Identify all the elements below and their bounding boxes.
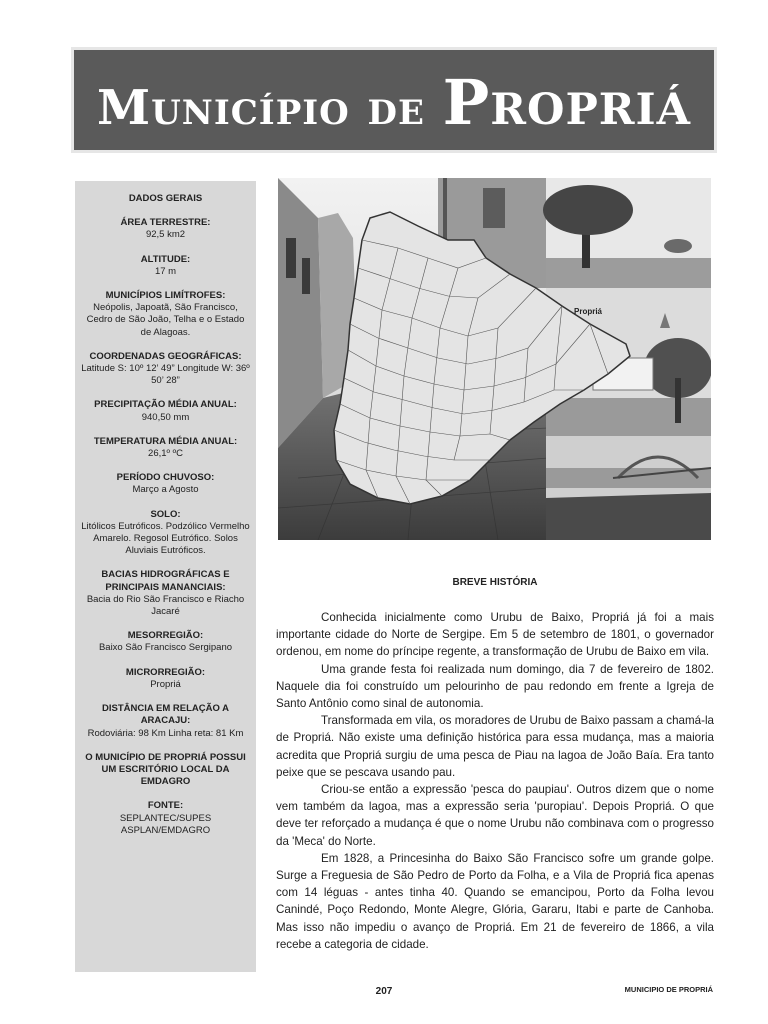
- sidebar-data-value: Março a Agosto: [132, 484, 199, 496]
- collage-svg: [278, 178, 711, 540]
- title-part-1: Município de: [96, 79, 425, 136]
- article-title: BREVE HISTÓRIA: [452, 577, 538, 588]
- article-paragraph: Em 1828, a Princesinha do Baixo São Francisco sofre um grande golpe. Surge a Freguesia de São Pedro de Porto da Folha, e a Vila de Propriá fica apenas com 14 léguas - antes tinha 40. Quando se emancipou, Porto da Folha levou Canindé, Poço Redondo, Monte Alegre, Glória, Gararu, Itabi e parte de Canhoba. Mas isso não impediu o avanço de Propriá. Em 21 de fevereiro de 1866, a vila recebe a categoria de cidade.: [276, 851, 714, 951]
- sidebar-data-value: 940,50 mm: [141, 411, 190, 423]
- general-data-sidebar: [75, 181, 256, 972]
- sidebar-data-value: Neópolis, Japoatã, São Francisco, Cedro de São João, Telha e o Estado de Alagoas.: [86, 302, 245, 338]
- article-paragraph: Conhecida inicialmente como Urubu de Baixo, Propriá já foi a mais importante cidade do Norte de Sergipe. Em 5 de setembro de 1801, o governador ordenou, em nome do príncipe regente, a transformação de Urubu de Baixo em vila.: [276, 611, 714, 659]
- sidebar-data-label: BACIAS HIDROGRÁFICAS E PRINCIPAIS MANANCIAIS:: [101, 569, 230, 593]
- page-number: 207: [375, 986, 393, 997]
- sidebar-data-item: [81, 630, 250, 654]
- sidebar-data-label: ÁREA TERRESTRE:: [120, 217, 211, 229]
- sidebar-data-item: [81, 752, 250, 789]
- sidebar-data-item: [81, 351, 250, 388]
- sidebar-data-item: [81, 667, 250, 691]
- sidebar-data-label: MESORREGIÃO:: [127, 630, 204, 642]
- sidebar-data-item: [81, 290, 250, 339]
- sidebar-data-item: [81, 436, 250, 460]
- article-paragraph: Transformada em vila, os moradores de Urubu de Baixo passam a chamá-la de Propriá. Não existe uma definição histórica para essa mudança, mas a maioria acredita que Propriá surgiu de uma pesca de Piau na lagoa de João Baía. Era tanto peixe que se pescava usando pau.: [276, 714, 714, 779]
- sidebar-data-label: PERÍODO CHUVOSO:: [116, 472, 215, 484]
- article-paragraph: Uma grande festa foi realizada num domingo, dia 7 de fevereiro de 1802. Naquele dia foi construído um pelourinho de pau redondo em frente a Igreja de Santo Antônio como sinal de autonomia.: [276, 662, 714, 711]
- sidebar-heading: DADOS GERAIS: [128, 193, 203, 204]
- sidebar-data-value: Bacia do Rio São Francisco e Riacho Jacaré: [86, 593, 245, 618]
- sidebar-items: [81, 217, 250, 837]
- sidebar-data-value: SEPLANTEC/SUPES ASPLAN/EMDAGRO: [119, 812, 212, 836]
- sidebar-data-value: Baixo São Francisco Sergipano: [98, 642, 233, 654]
- title-part-2: Propriá: [442, 65, 692, 139]
- sidebar-data-item: [81, 472, 250, 496]
- sidebar-data-item: [81, 254, 250, 278]
- sidebar-data-value: Rodoviária: 98 Km Linha reta: 81 Km: [87, 727, 244, 739]
- sidebar-data-label: TEMPERATURA MÉDIA ANUAL:: [93, 435, 238, 447]
- page-title: [97, 66, 691, 139]
- sidebar-data-label: MICRORREGIÃO:: [125, 666, 206, 678]
- sidebar-data-value: 26,1º ºC: [148, 448, 183, 460]
- map-label: Propriá: [574, 307, 603, 316]
- sidebar-data-label: O MUNICÍPIO DE PROPRIÁ POSSUI UM ESCRITÓRIO LOCAL DA EMDAGRO: [85, 751, 246, 788]
- sidebar-data-item: [81, 703, 250, 740]
- footer-label: MUNICIPIO DE PROPRIÁ: [624, 985, 713, 994]
- sidebar-data-label: ALTITUDE:: [140, 253, 191, 265]
- sidebar-data-label: MUNICÍPIOS LIMÍTROFES:: [105, 290, 226, 302]
- sidebar-data-label: FONTE:: [147, 800, 184, 812]
- title-banner: [74, 50, 714, 150]
- sidebar-data-value: 92,5 km2: [145, 229, 186, 241]
- sidebar-data-label: DISTÂNCIA EM RELAÇÃO A ARACAJU:: [101, 703, 230, 727]
- sidebar-data-value: 17 m: [154, 265, 177, 277]
- sidebar-data-item: [81, 217, 250, 241]
- sidebar-data-value: Litólicos Eutróficos. Podzólico Vermelho Amarelo. Regosol Eutrófico. Solos Aluviais Eutróficos.: [81, 520, 250, 557]
- article-body: [276, 609, 714, 953]
- sidebar-data-item: [81, 569, 250, 618]
- article-paragraph: Criou-se então a expressão 'pesca do paupiau'. Outros dizem que o nome vem também da lagoa, mas a expressão seria 'puropiau'. Depois Propriá. O que deve ter reforçado a mudança é que o nome Urubu não combinava com o progresso da 'Meca' do Norte.: [276, 783, 714, 848]
- sidebar-data-label: COORDENADAS GEOGRÁFICAS:: [89, 350, 242, 362]
- sidebar-data-value: Propriá: [150, 678, 181, 690]
- sidebar-data-value: Latitude S: 10º 12’ 49” Longitude W: 36º 50’ 28”: [81, 363, 250, 387]
- sidebar-data-item: [81, 509, 250, 558]
- sidebar-data-label: PRECIPITAÇÃO MÉDIA ANUAL:: [94, 399, 237, 411]
- sidebar-data-label: SOLO:: [150, 508, 181, 520]
- photo-collage: [278, 178, 711, 540]
- sidebar-data-item: [81, 399, 250, 423]
- sidebar-data-item: [81, 800, 250, 837]
